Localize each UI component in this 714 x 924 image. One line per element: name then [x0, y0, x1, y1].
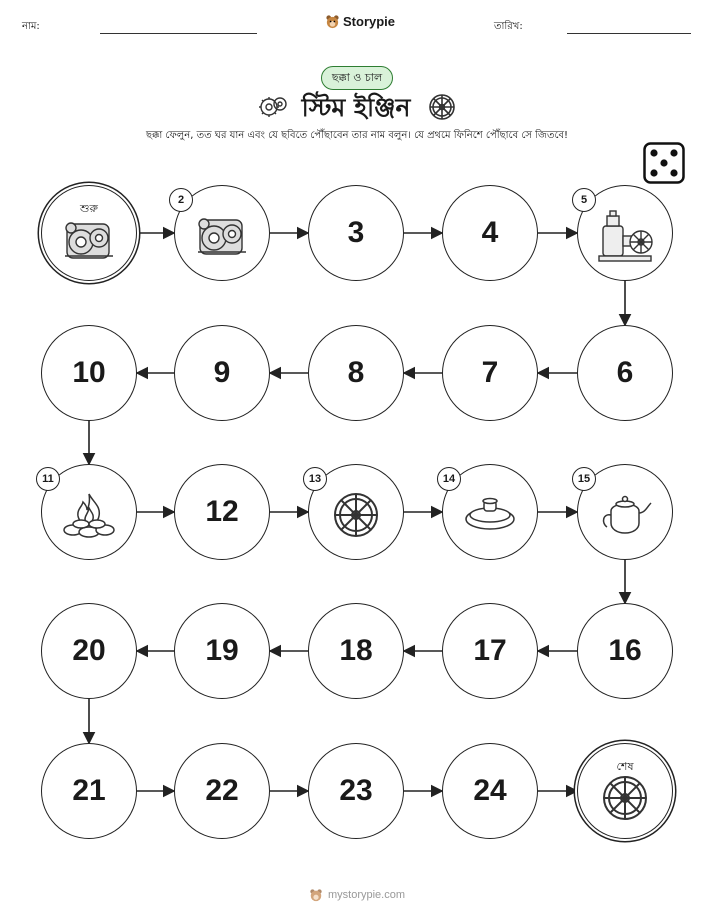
wheel-icon	[601, 774, 649, 826]
cell-number: 24	[473, 774, 507, 807]
cell-number: 23	[339, 774, 373, 807]
cell-number: 19	[205, 634, 239, 667]
name-label: নাম:	[22, 21, 40, 32]
cell-number: 16	[608, 634, 642, 667]
board-cell-24[interactable]	[442, 743, 538, 839]
board-cell-8[interactable]	[308, 325, 404, 421]
board-cell-12[interactable]	[174, 464, 270, 560]
board-cell-16[interactable]	[577, 603, 673, 699]
category-badge: ছক্কা ও চাল	[321, 66, 393, 90]
board-cell-5[interactable]	[577, 185, 673, 281]
board-cell-3[interactable]	[308, 185, 404, 281]
cell-number: 8	[347, 356, 365, 389]
gears-icon	[194, 212, 250, 264]
cell-number: 18	[339, 634, 373, 667]
board-cell-17[interactable]	[442, 603, 538, 699]
cell-number: 12	[205, 495, 239, 528]
board-cell-21[interactable]	[41, 743, 137, 839]
board-cell-6[interactable]	[577, 325, 673, 421]
cell-number: 17	[473, 634, 507, 667]
finish-label: শেষ	[616, 760, 634, 773]
board-cell-11[interactable]	[41, 464, 137, 560]
start-label: শুরু	[80, 202, 98, 215]
steam-engine-icon	[595, 208, 655, 268]
board-cell-22[interactable]	[174, 743, 270, 839]
cell-number: 20	[72, 634, 106, 667]
brand-name: Storypie	[343, 14, 396, 29]
cell-number-tag: 11	[36, 467, 60, 491]
cell-number: 21	[72, 774, 106, 807]
board-cell-15[interactable]	[577, 464, 673, 560]
board-cell-23[interactable]	[308, 743, 404, 839]
gears-icon	[61, 216, 117, 268]
board-cell-13[interactable]	[308, 464, 404, 560]
cell-number-tag: 13	[303, 467, 327, 491]
board-cell-10[interactable]	[41, 325, 137, 421]
mascot-icon	[309, 888, 323, 902]
start-cell[interactable]	[41, 185, 137, 281]
pot-lid-icon	[462, 495, 518, 539]
board-cell-19[interactable]	[174, 603, 270, 699]
board-cell-20[interactable]	[41, 603, 137, 699]
cell-number: 10	[72, 356, 106, 389]
cell-number: 9	[213, 356, 231, 389]
board-cell-7[interactable]	[442, 325, 538, 421]
board-cell-2[interactable]	[174, 185, 270, 281]
cell-number-tag: 5	[572, 188, 596, 212]
title-text: স্টিম ইঞ্জিন	[301, 93, 411, 122]
board-cell-4[interactable]	[442, 185, 538, 281]
cell-number: 3	[347, 216, 365, 249]
board-cell-14[interactable]	[442, 464, 538, 560]
board-cell-9[interactable]	[174, 325, 270, 421]
cell-number-tag: 2	[169, 188, 193, 212]
finish-cell[interactable]	[577, 743, 673, 839]
cell-number: 22	[205, 774, 239, 807]
footer	[0, 888, 714, 902]
cell-number: 4	[481, 216, 499, 249]
fire-icon	[61, 490, 117, 544]
teapot-icon	[597, 493, 653, 541]
board-cell-18[interactable]	[308, 603, 404, 699]
footer-url[interactable]: mystorypie.com	[327, 889, 406, 901]
cell-number-tag: 14	[437, 467, 461, 491]
cell-number: 7	[481, 356, 499, 389]
wheel-icon	[332, 491, 380, 543]
date-label: তারিখ:	[494, 21, 523, 32]
cell-number-tag: 15	[572, 467, 596, 491]
instructions: ছক্কা ফেলুন, তত ঘর যান এবং যে ছবিতে পৌঁছাবেন তার নাম বলুন। যে প্রথমে ফিনিশে পৌঁছাবে সে জিতবে!	[145, 130, 569, 141]
cell-number: 6	[616, 356, 634, 389]
